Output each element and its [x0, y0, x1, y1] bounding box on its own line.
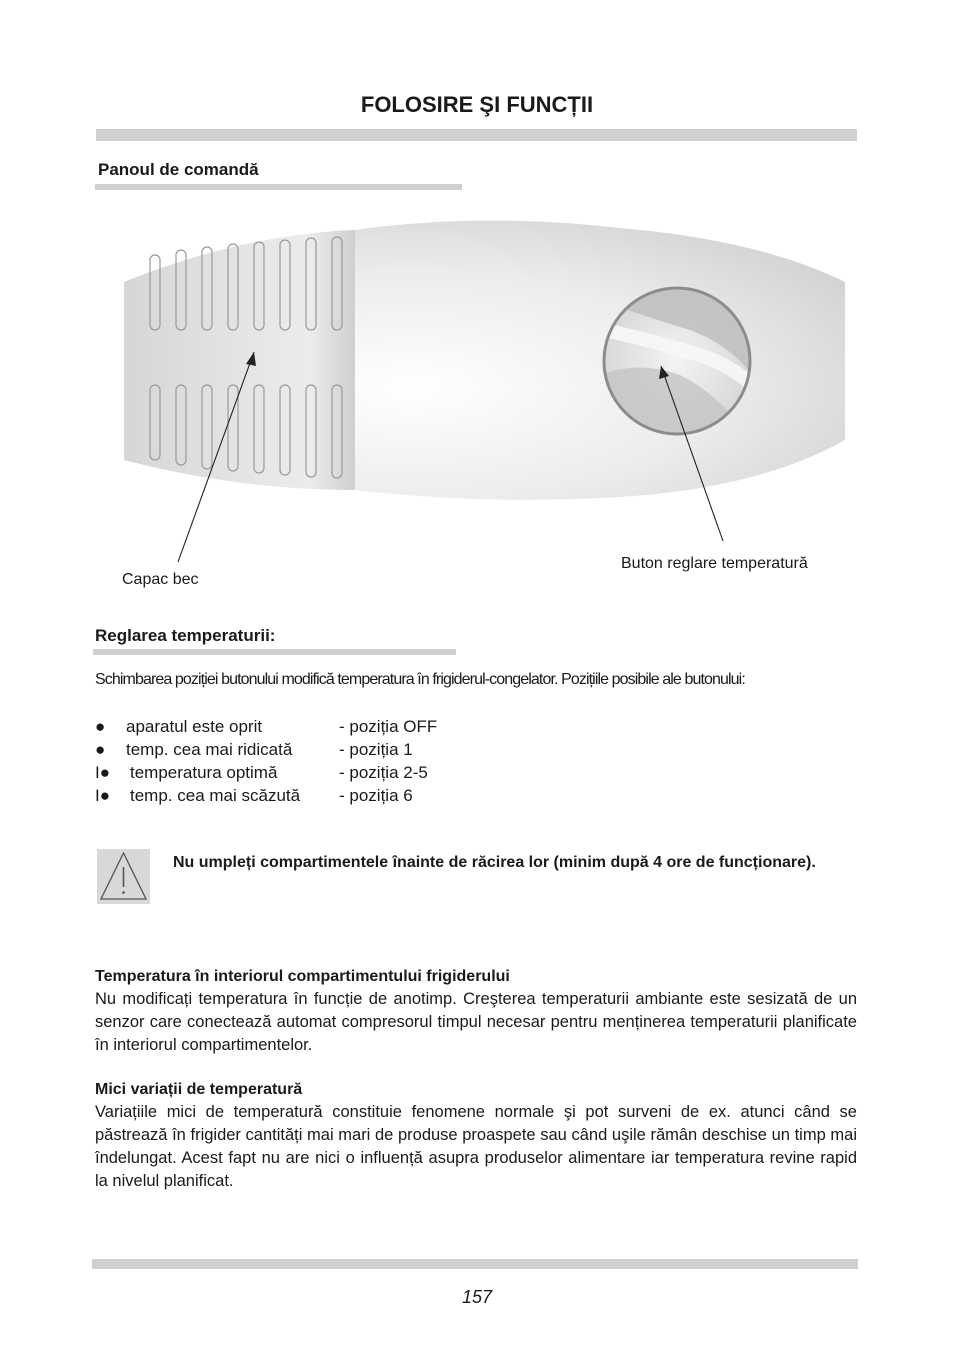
variations-heading: Mici variații de temperatură — [95, 1081, 303, 1098]
panel-heading: Panoul de comandă — [98, 160, 259, 179]
variations-body: Variațiile mici de temperatură constituie fenomene normale şi pot surveni de ex. atunci când se păstrează în frigider cantități mai mari de produse proaspete sau când uşile rămân deschise un timp mai îndelungat. Acest fapt nu are nici o influență asupra produselor alimentare iar temperatura revine rapid la nivelul planificat. — [95, 1103, 857, 1190]
list-item — [95, 761, 595, 784]
footer-divider — [92, 1259, 858, 1269]
position-value: - poziția 6 — [339, 786, 413, 805]
position-mark: I● — [95, 786, 110, 805]
page-title: FOLOSIRE ŞI FUNCȚII — [360, 92, 594, 117]
position-mark: ● — [95, 740, 106, 759]
variations-section — [95, 1078, 857, 1193]
list-item — [95, 738, 595, 761]
position-label: aparatul este oprit — [126, 717, 263, 736]
warning-box — [97, 849, 150, 904]
temperature-heading: Reglarea temperaturii: — [95, 626, 276, 645]
list-item — [95, 784, 595, 807]
bulb-cover-label: Capac bec — [122, 571, 199, 588]
position-label: temp. cea mai ridicată — [126, 740, 293, 759]
position-value: - poziția 2-5 — [339, 763, 428, 782]
position-label: temperatura optimă — [130, 763, 278, 782]
position-label: temp. cea mai scăzută — [130, 786, 301, 805]
position-value: - poziția 1 — [339, 740, 413, 759]
position-mark: I● — [95, 763, 110, 782]
positions-list — [95, 715, 595, 807]
temperature-intro: Schimbarea poziției butonului modifică temperatura în frigiderul-congelator. Pozițiile posibile ale butonului: — [95, 671, 745, 688]
interior-section — [95, 965, 857, 1057]
bulb-cover — [124, 230, 355, 490]
interior-body: Nu modificați temperatura în funcție de anotimp. Creşterea temperaturii ambiante este sesizată de un senzor care conectează automat compresorul timpul necesar pentru menținerea temperaturii planificate în interiorul compartimentelor. — [95, 990, 857, 1054]
control-panel-illustration — [0, 205, 954, 575]
position-mark: ● — [95, 717, 106, 736]
warning-triangle-icon — [97, 849, 150, 904]
list-item — [95, 715, 595, 738]
interior-heading: Temperatura în interiorul compartimentului frigiderului — [95, 968, 510, 985]
warning-text: Nu umpleți compartimentele înainte de răcirea lor (minim după 4 ore de funcționare). — [173, 854, 816, 871]
page-number: 157 — [461, 1287, 493, 1307]
position-value: - poziția OFF — [339, 717, 438, 736]
title-divider — [96, 129, 857, 141]
panel-heading-underline — [95, 184, 462, 190]
temp-knob-label: Buton reglare temperatură — [621, 555, 808, 572]
temperature-heading-underline — [93, 649, 456, 655]
